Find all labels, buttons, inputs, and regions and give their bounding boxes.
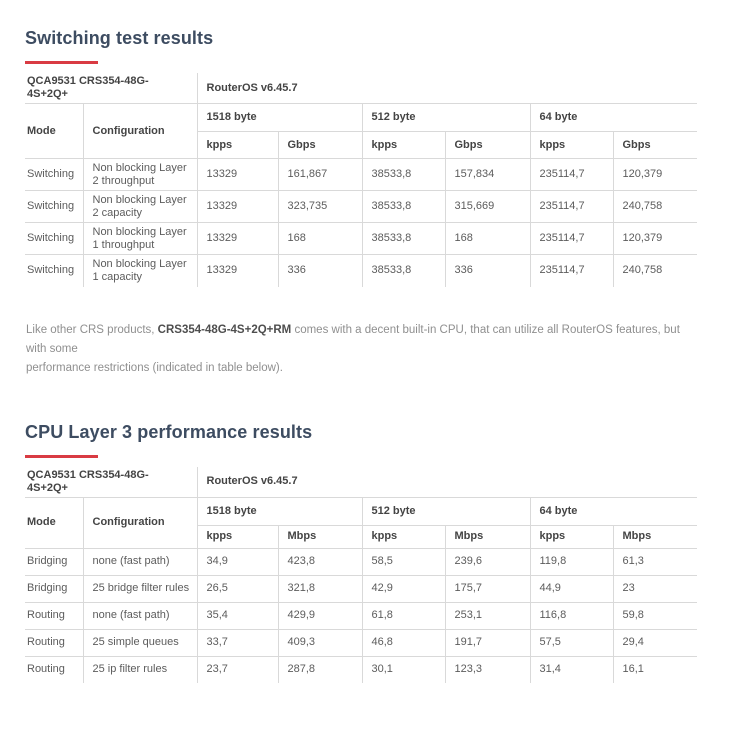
- section-title: CPU Layer 3 performance results: [25, 421, 313, 442]
- config-cell: Non blocking Layer 1 throughput: [83, 223, 197, 255]
- section-title: Switching test results: [25, 28, 214, 48]
- note-text: comes with a decent built-in CPU, that can utilize all RouterOS features, but with some: [26, 323, 680, 355]
- value-cell: 26,5: [197, 575, 278, 602]
- value-cell: 58,5: [362, 548, 445, 575]
- value-cell: 315,669: [445, 191, 530, 223]
- byte-group-header: 1518 byte: [197, 104, 362, 132]
- value-cell: 120,379: [613, 159, 697, 191]
- value-cell: 235114,7: [530, 191, 613, 223]
- mode-cell: Routing: [25, 602, 83, 629]
- value-cell: 429,9: [278, 602, 362, 629]
- unit-header: kpps: [362, 525, 445, 548]
- unit-header: Mbps: [445, 525, 530, 548]
- value-cell: 35,4: [197, 602, 278, 629]
- unit-header: Gbps: [278, 132, 362, 159]
- value-cell: 235114,7: [530, 255, 613, 287]
- config-cell: 25 ip filter rules: [83, 656, 197, 683]
- table-row: [25, 497, 697, 525]
- byte-group-header: 64 byte: [530, 104, 697, 132]
- mode-cell: Bridging: [25, 548, 83, 575]
- unit-header: kpps: [362, 132, 445, 159]
- value-cell: 33,7: [197, 629, 278, 656]
- value-cell: 13329: [197, 255, 278, 287]
- value-cell: 29,4: [613, 629, 697, 656]
- value-cell: 61,3: [613, 548, 697, 575]
- unit-header: kpps: [197, 525, 278, 548]
- mode-column-header: Mode: [25, 497, 83, 548]
- table-row: [25, 159, 697, 191]
- value-cell: 235114,7: [530, 159, 613, 191]
- device-header-cell: QCA9531 CRS354-48G-4S+2Q+: [25, 467, 197, 498]
- value-cell: 59,8: [613, 602, 697, 629]
- value-cell: 253,1: [445, 602, 530, 629]
- value-cell: 16,1: [613, 656, 697, 683]
- device-header-cell: QCA9531 CRS354-48G-4S+2Q+: [25, 73, 197, 104]
- table-row: [25, 255, 697, 287]
- value-cell: 38533,8: [362, 191, 445, 223]
- value-cell: 191,7: [445, 629, 530, 656]
- value-cell: 287,8: [278, 656, 362, 683]
- section-cpu: [25, 422, 697, 684]
- table-row: [25, 104, 697, 132]
- mode-cell: Switching: [25, 191, 83, 223]
- title-underline: [25, 61, 98, 64]
- byte-group-header: 512 byte: [362, 497, 530, 525]
- value-cell: 235114,7: [530, 223, 613, 255]
- unit-header: Mbps: [278, 525, 362, 548]
- note-text: performance restrictions (indicated in table below).: [26, 361, 283, 374]
- value-cell: 38533,8: [362, 159, 445, 191]
- config-cell: 25 simple queues: [83, 629, 197, 656]
- byte-group-header: 512 byte: [362, 104, 530, 132]
- note-text: Like other CRS products,: [26, 323, 158, 336]
- value-cell: 161,867: [278, 159, 362, 191]
- value-cell: 116,8: [530, 602, 613, 629]
- product-name-bold: CRS354-48G-4S+2Q+RM: [157, 323, 292, 336]
- unit-header: Mbps: [613, 525, 697, 548]
- table-row: [25, 548, 697, 575]
- unit-header: kpps: [530, 525, 613, 548]
- value-cell: 175,7: [445, 575, 530, 602]
- firmware-header-cell: RouterOS v6.45.7: [197, 467, 697, 498]
- value-cell: 240,758: [613, 191, 697, 223]
- value-cell: 157,834: [445, 159, 530, 191]
- config-cell: none (fast path): [83, 602, 197, 629]
- table-row: [25, 656, 697, 683]
- value-cell: 38533,8: [362, 255, 445, 287]
- cpu-results-table: [25, 467, 697, 684]
- mode-column-header: Mode: [25, 104, 83, 159]
- table-row: [25, 467, 697, 498]
- value-cell: 42,9: [362, 575, 445, 602]
- mode-cell: Routing: [25, 629, 83, 656]
- value-cell: 168: [445, 223, 530, 255]
- value-cell: 30,1: [362, 656, 445, 683]
- table-row: [25, 223, 697, 255]
- config-cell: Non blocking Layer 2 throughput: [83, 159, 197, 191]
- value-cell: 409,3: [278, 629, 362, 656]
- switching-results-table: [25, 73, 697, 287]
- value-cell: 13329: [197, 191, 278, 223]
- value-cell: 34,9: [197, 548, 278, 575]
- value-cell: 38533,8: [362, 223, 445, 255]
- config-cell: Non blocking Layer 2 capacity: [83, 191, 197, 223]
- firmware-header-cell: RouterOS v6.45.7: [197, 73, 697, 104]
- value-cell: 61,8: [362, 602, 445, 629]
- value-cell: 168: [278, 223, 362, 255]
- value-cell: 321,8: [278, 575, 362, 602]
- table-row: [25, 602, 697, 629]
- value-cell: 46,8: [362, 629, 445, 656]
- value-cell: 44,9: [530, 575, 613, 602]
- byte-group-header: 1518 byte: [197, 497, 362, 525]
- config-cell: Non blocking Layer 1 capacity: [83, 255, 197, 287]
- config-cell: 25 bridge filter rules: [83, 575, 197, 602]
- mode-cell: Switching: [27, 264, 75, 277]
- section-switching: [25, 28, 697, 287]
- unit-header: Gbps: [445, 132, 530, 159]
- title-underline: [25, 455, 98, 458]
- value-cell: 323,735: [278, 191, 362, 223]
- config-cell: none (fast path): [83, 548, 197, 575]
- value-cell: 239,6: [445, 548, 530, 575]
- value-cell: 23: [613, 575, 697, 602]
- value-cell: 13329: [197, 159, 278, 191]
- table-row: [25, 575, 697, 602]
- value-cell: 119,8: [530, 548, 613, 575]
- value-cell: 13329: [197, 223, 278, 255]
- mode-cell: Routing: [27, 663, 65, 676]
- value-cell: 336: [278, 255, 362, 287]
- mode-cell: Switching: [25, 159, 83, 191]
- config-column-header: Configuration: [83, 104, 197, 159]
- value-cell: 123,3: [445, 656, 530, 683]
- note-paragraph: [26, 321, 697, 378]
- table-row: [25, 629, 697, 656]
- unit-header: kpps: [197, 132, 278, 159]
- value-cell: 336: [445, 255, 530, 287]
- mode-cell: Bridging: [25, 575, 83, 602]
- config-column-header: Configuration: [83, 497, 197, 548]
- table-row: [25, 73, 697, 104]
- value-cell: 23,7: [197, 656, 278, 683]
- byte-group-header: 64 byte: [530, 497, 697, 525]
- value-cell: 120,379: [613, 223, 697, 255]
- mode-cell: Switching: [25, 223, 83, 255]
- value-cell: 423,8: [278, 548, 362, 575]
- value-cell: 57,5: [530, 629, 613, 656]
- unit-header: kpps: [530, 132, 613, 159]
- value-cell: 31,4: [530, 656, 613, 683]
- value-cell: 240,758: [613, 255, 697, 287]
- unit-header: Gbps: [613, 132, 697, 159]
- table-row: [25, 191, 697, 223]
